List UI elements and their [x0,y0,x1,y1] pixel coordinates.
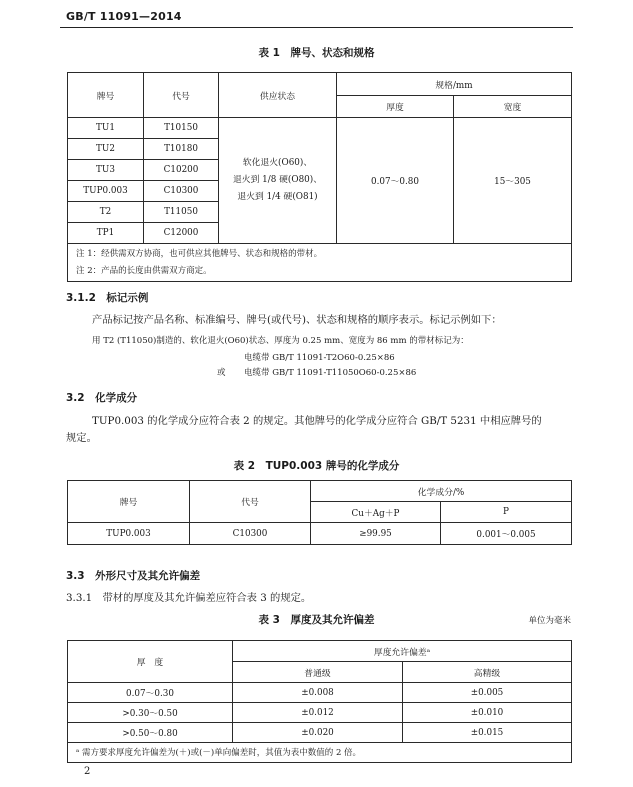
temper-line: 退火到 1/8 硬(O80)、 [232,175,322,185]
table-cell: ≥99.95 [311,523,441,545]
table1-width-cell: 15～305 [454,118,572,244]
table2-header-code: 代号 [190,481,311,523]
section-3-3-heading: 3.3 外形尺寸及其允许偏差 [66,570,201,582]
table-cell: >0.50～0.80 [68,723,233,743]
table3-header-high: 高精级 [403,662,572,683]
table-cell: ±0.012 [233,703,403,723]
temper-line: 退火到 1/4 硬(O81) [237,192,318,202]
table2-header-grade: 牌号 [68,481,190,523]
table1-header-spec: 规格/mm [337,73,572,96]
table1-notes [68,244,572,282]
table1-header-thickness: 厚度 [337,96,454,118]
table-cell: ±0.005 [403,683,572,703]
table2-header-cu: Cu＋Ag＋P [311,502,441,523]
table1-caption: 表 1 牌号、状态和规格 [258,47,375,59]
table1-temper-cell [219,118,337,244]
table3-header-thickness: 厚 度 [68,641,233,683]
table-cell: C10300 [144,181,219,202]
mark-example-1: 电缆带 GB/T 11091-T2O60-0.25×86 [244,353,395,363]
table-cell: TP1 [68,223,144,244]
table-cell: C10200 [144,160,219,181]
table-cell: >0.30～0.50 [68,703,233,723]
section-3-1-2-heading: 3.1.2 标记示例 [66,292,149,304]
temper-line: 软化退火(O60)、 [242,158,313,168]
table-cell: T2 [68,202,144,223]
table-cell: C12000 [144,223,219,244]
section-3-1-2-example: 用 T2 (T11050)制造的、软化退火(O60)状态、厚度为 0.25 mm、宽度为 86 mm 的带材标记为： [92,336,469,346]
table-cell: ±0.008 [233,683,403,703]
table3-caption: 表 3 厚度及其允许偏差 [258,614,375,626]
section-3-3-1-text: 3.3.1 带材的厚度及其允许偏差应符合表 3 的规定。 [66,592,312,604]
table-cell: TU2 [68,139,144,160]
table3-header-tolerance: 厚度允许偏差ᵃ [233,641,572,662]
mark-example-2: 电缆带 GB/T 11091-T11050O60-0.25×86 [244,368,417,378]
section-3-1-2-para: 产品标记按产品名称、标准编号、牌号(或代号)、状态和规格的顺序表示。标记示例如下： [92,314,502,326]
table1-header-width: 宽度 [454,96,572,118]
table-cell: ±0.020 [233,723,403,743]
section-3-2-heading: 3.2 化学成分 [66,392,138,404]
table3-header-normal: 普通级 [233,662,403,683]
table-cell: ±0.015 [403,723,572,743]
table-cell: T10180 [144,139,219,160]
table1-header-code: 代号 [144,73,219,118]
standard-code: GB/T 11091—2014 [66,10,182,23]
table-cell: 0.07～0.30 [68,683,233,703]
table-cell: TUP0.003 [68,181,144,202]
section-3-2-para-line1: TUP0.003 的化学成分应符合表 2 的规定。其他牌号的化学成分应符合 GB/T 5231 中相应牌号的 [92,415,542,427]
table-cell: T10150 [144,118,219,139]
table-cell: C10300 [190,523,311,545]
table3-unit: 单位为毫米 [528,616,571,626]
table2-caption: 表 2 TUP0.003 牌号的化学成分 [233,460,400,472]
table1-header-grade: 牌号 [68,73,144,118]
table3 [67,640,572,763]
table-cell: TU3 [68,160,144,181]
table1-note-2: 注 2：产品的长度由供需双方商定。 [76,265,212,276]
table2 [67,480,572,545]
header-rule [60,27,573,28]
table2-header-composition: 化学成分/% [311,481,572,502]
table-cell: 0.001～0.005 [441,523,572,545]
table-cell: ±0.010 [403,703,572,723]
table1 [67,72,572,282]
table1-header-temper: 供应状态 [219,73,337,118]
table1-note-1: 注 1：经供需双方协商，也可供应其他牌号、状态和规格的带材。 [76,248,323,259]
table-cell: TU1 [68,118,144,139]
section-3-2-para-line2: 规定。 [66,432,97,444]
page-number: 2 [84,766,91,777]
table-cell: T11050 [144,202,219,223]
table3-footnote: ᵃ 需方要求厚度允许偏差为(＋)或(－)单向偏差时，其值为表中数值的 2 倍。 [68,743,572,763]
table-cell: TUP0.003 [68,523,190,545]
table1-thickness-cell: 0.07～0.80 [337,118,454,244]
table2-header-p: P [441,502,572,523]
mark-example-2-prefix: 或 [217,368,226,378]
